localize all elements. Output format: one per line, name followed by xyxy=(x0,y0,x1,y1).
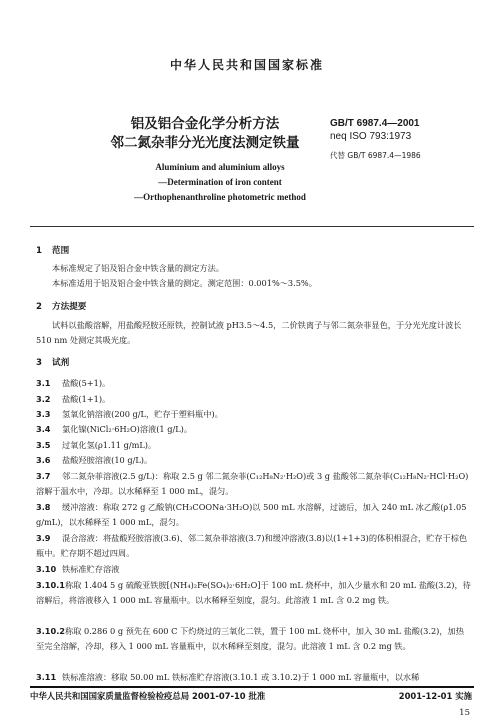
title-cn-line1: 铝及铝合金化学分析方法 xyxy=(130,116,280,132)
header-divider xyxy=(30,226,474,227)
page-number: 15 xyxy=(459,708,470,718)
section-number: 3 xyxy=(36,358,42,368)
reagent-item xyxy=(36,531,472,560)
reagent-number: 3.10.2 xyxy=(36,626,66,636)
section-title: 试剂 xyxy=(52,358,70,368)
reagent-number: 3.10 xyxy=(36,564,57,574)
standard-equivalence: neq ISO 793:1973 xyxy=(330,131,412,142)
reagent-text: 盐酸(5+1)。 xyxy=(62,378,111,388)
reagent-text: 过氧化氢(ρ1.11 g/mL)。 xyxy=(62,440,157,450)
reagent-item xyxy=(36,392,472,407)
standard-number: GB/T 6987.4—2001 xyxy=(330,118,420,129)
reagent-number: 3.5 xyxy=(36,440,51,450)
footer-divider xyxy=(30,686,474,688)
reagent-item xyxy=(36,407,472,422)
section-number: 1 xyxy=(36,246,42,256)
reagent-text: 氢氧化钠溶液(200 g/L，贮存于塑料瓶中)。 xyxy=(62,409,223,419)
reagent-item xyxy=(36,376,472,391)
section-2-paragraph: 试料以盐酸溶解，用盐酸羟胺还原铁，控制试液 pH3.5～4.5，二价铁离子与邻二氮杂菲显色，于分光光度计波长 510 nm 处测定其吸光度。 xyxy=(36,320,462,345)
reagent-item xyxy=(36,438,472,453)
section-2-heading xyxy=(36,300,86,312)
implementation-date: 2001-12-01 实施 xyxy=(398,691,472,701)
reagent-text: 盐酸羟胺溶液(10 g/L)。 xyxy=(62,455,153,465)
reagent-item xyxy=(36,422,472,437)
reagent-text: 氯化镍(NiCl₂·6H₂O)溶液(1 g/L)。 xyxy=(62,424,193,434)
reagent-text: 盐酸(1+1)。 xyxy=(62,394,111,404)
approval-statement: 中华人民共和国国家质量监督检验检疫总局 2001-07-10 批准 xyxy=(30,691,266,701)
reagent-item xyxy=(36,624,472,653)
section-title: 范围 xyxy=(52,246,70,256)
reagent-number: 3.9 xyxy=(36,533,51,543)
reagent-number: 3.2 xyxy=(36,394,51,404)
reagent-text: 铁标准溶液：移取 50.00 mL 铁标准贮存溶液(3.10.1 或 3.10.2)于 1 000 mL 容量瓶中，以水稀 xyxy=(62,672,420,682)
reagent-item xyxy=(36,670,472,685)
reagent-text: 缓冲溶液：称取 272 g 乙酸钠(CH₃COONa·3H₂O)以 500 mL 水溶解，过滤后，加入 240 mL 冰乙酸(ρ1.05 g/mL)，以水稀释至 1 000 mL，混匀。 xyxy=(36,502,467,527)
section-3-heading xyxy=(36,356,69,368)
reagent-item xyxy=(36,453,472,468)
reagent-text: 铁标准贮存溶液 xyxy=(62,564,120,574)
reagent-item xyxy=(36,500,472,529)
reagent-number: 3.4 xyxy=(36,424,51,434)
reagent-item xyxy=(36,469,472,498)
reagent-number: 3.10.1 xyxy=(36,580,66,590)
section-1-paragraph-1: 本标准规定了铝及铝合金中铁含量的测定方法。 xyxy=(52,263,224,273)
title-en-line1: Aluminium and aluminium alloys xyxy=(155,162,285,172)
reagent-item xyxy=(36,578,472,607)
section-1-heading xyxy=(36,244,69,256)
reagent-number: 3.6 xyxy=(36,455,51,465)
reagent-number: 3.11 xyxy=(36,672,57,682)
reagent-item xyxy=(36,562,472,577)
title-en-line3: —Orthophenanthroline photometric method xyxy=(134,192,306,202)
reagent-text: 邻二氮杂菲溶液(2.5 g/L)：称取 2.5 g 邻二氮杂菲(C₁₂H₈N₂·H₂O)或 3 g 盐酸邻二氮杂菲(C₁₂H₈N₂·HCl·H₂O)溶解于温水中，冷却。以水稀释至 1 000 mL，混匀。 xyxy=(36,471,469,496)
reagent-number: 3.3 xyxy=(36,409,51,419)
section-title: 方法提要 xyxy=(52,302,87,312)
section-1-paragraph-2: 本标准适用于铝及铝合金中铁含量的测定。测定范围：0.001%～3.5%。 xyxy=(52,278,317,288)
title-cn-line2: 邻二氮杂菲分光光度法测定铁量 xyxy=(110,135,300,151)
reagent-text: 称取 1.404 5 g 硫酸亚铁胺[(NH₄)₂Fe(SO₄)₂·6H₂O]于 100 mL 烧杯中，加入少量水和 20 mL 盐酸(3.2)，待溶解后，将溶液移入 1 000 mL 容量瓶中。以水稀释至刻度，混匀。此溶液 1 mL 含 0.2 mg 铁。 xyxy=(36,580,471,605)
title-en-line2: —Determination of iron content xyxy=(158,177,282,187)
reagent-text: 混合溶液：将盐酸羟胺溶液(3.6)、邻二氮杂菲溶液(3.7)和缓冲溶液(3.8)以(1+1+3)的体积相混合，贮存于棕色瓶中。贮存期不超过四周。 xyxy=(36,533,468,558)
national-standard-heading: 中华人民共和国国家标准 xyxy=(169,58,324,72)
reagent-number: 3.7 xyxy=(36,471,51,481)
reagent-number: 3.1 xyxy=(36,378,51,388)
section-number: 2 xyxy=(36,302,42,312)
reagent-number: 3.8 xyxy=(36,502,51,512)
reagent-text: 称取 0.286 0 g 预先在 600 C 下灼烧过的三氧化二铁，置于 100 mL 烧杯中，加入 30 mL 盐酸(3.2)，加热至完全溶解，冷却，移入 1 000 mL 容量瓶中，以水稀释至刻度，混匀。此溶液 1 mL 含 0.2 mg 铁。 xyxy=(36,626,464,651)
replaces-standard: 代替 GB/T 6987.4—1986 xyxy=(330,151,421,160)
